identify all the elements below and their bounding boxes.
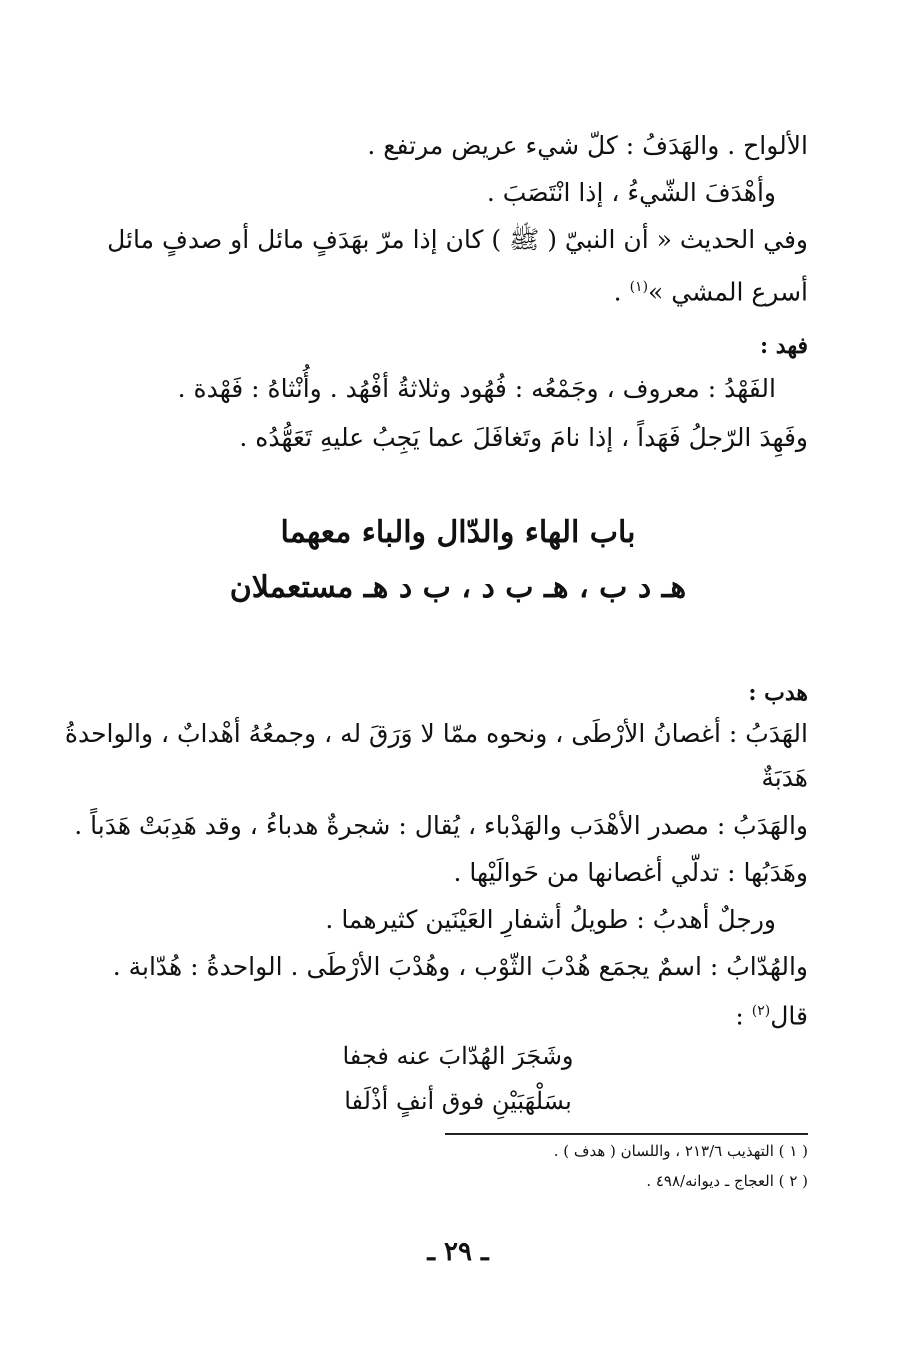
text-line	[735, 995, 808, 1032]
text-line: هَدَبَةٌ	[761, 763, 808, 792]
text-line: ورجلٌ أهدبُ : طويلُ أشفارِ العَيْنَين كثيرهما .	[325, 905, 776, 934]
text-segment: أسرع المشي »	[648, 277, 808, 307]
text-segment: .	[613, 277, 630, 307]
footnote-ref: (٢)	[751, 1003, 771, 1019]
section-title: باب الهاء والدّال والباء معهما	[280, 515, 636, 550]
footnote-divider	[445, 1133, 808, 1135]
footnote-ref: (١)	[629, 279, 649, 295]
entry-heading-hadab: هدب :	[748, 680, 808, 706]
text-line	[614, 271, 808, 308]
text-line: وفي الحديث « أن النبيّ ( ﷺ ) كان إذا مرّ بهَدَفٍ مائل أو صدفٍ مائل	[107, 225, 808, 254]
text-segment: :	[735, 1001, 752, 1031]
text-line: الفَهْدُ : معروف ، وجَمْعُه : فُهُود وثلاثةُ أفْهُد . وأُنْثاهُ : فَهْدة .	[177, 374, 776, 403]
footnote-1: ( ١ ) التهذيب ٢١٣/٦ ، واللسان ( هدف ) .	[553, 1142, 808, 1160]
text-line: وهَدَبُها : تدلّي أغصانها من حَوالَيْها .	[453, 858, 808, 887]
text-line: الهَدَبُ : أغصانُ الأرْطَى ، ونحوه ممّا لا وَرَقَ له ، وجمعُهُ أهْدابٌ ، والواحدةُ	[64, 719, 808, 748]
page-number: ـ ٢٩ ـ	[427, 1237, 489, 1267]
verse-line: بسَلْهَبَيْنِ فوق أنفٍ أذْلَفا	[344, 1087, 572, 1115]
section-subtitle: هـ د ب ، هـ ب د ، ب د هـ مستعملان	[229, 570, 687, 605]
entry-heading-fahd: فهد :	[760, 333, 808, 359]
text-segment: قال	[770, 1001, 808, 1031]
text-line: وأهْدَفَ الشّيءُ ، إذا انْتَصَبَ .	[486, 178, 776, 207]
text-line: الألواح . والهَدَفُ : كلّ شيء عريض مرتفع .	[367, 131, 808, 160]
footnote-2: ( ٢ ) العجاج ـ ديوانه/٤٩٨ .	[646, 1172, 808, 1190]
text-line: وفَهِدَ الرّجلُ فَهَداً ، إذا نامَ وتَغافَلَ عما يَجِبُ عليهِ تَعَهُّدُه .	[239, 423, 808, 452]
verse-line: وشَجَرَ الهُدّابَ عنه فجفا	[342, 1042, 574, 1070]
text-line: والهُدّابُ : اسمٌ يجمَع هُدْبَ الثّوْب ، وهُدْبَ الأرْطَى . الواحدةُ : هُدّابة .	[112, 952, 808, 981]
text-line: والهَدَبُ : مصدر الأهْدَب والهَدْباء ، يُقال : شجرةٌ هدباءُ ، وقد هَدِبَتْ هَدَباً .	[74, 811, 808, 840]
